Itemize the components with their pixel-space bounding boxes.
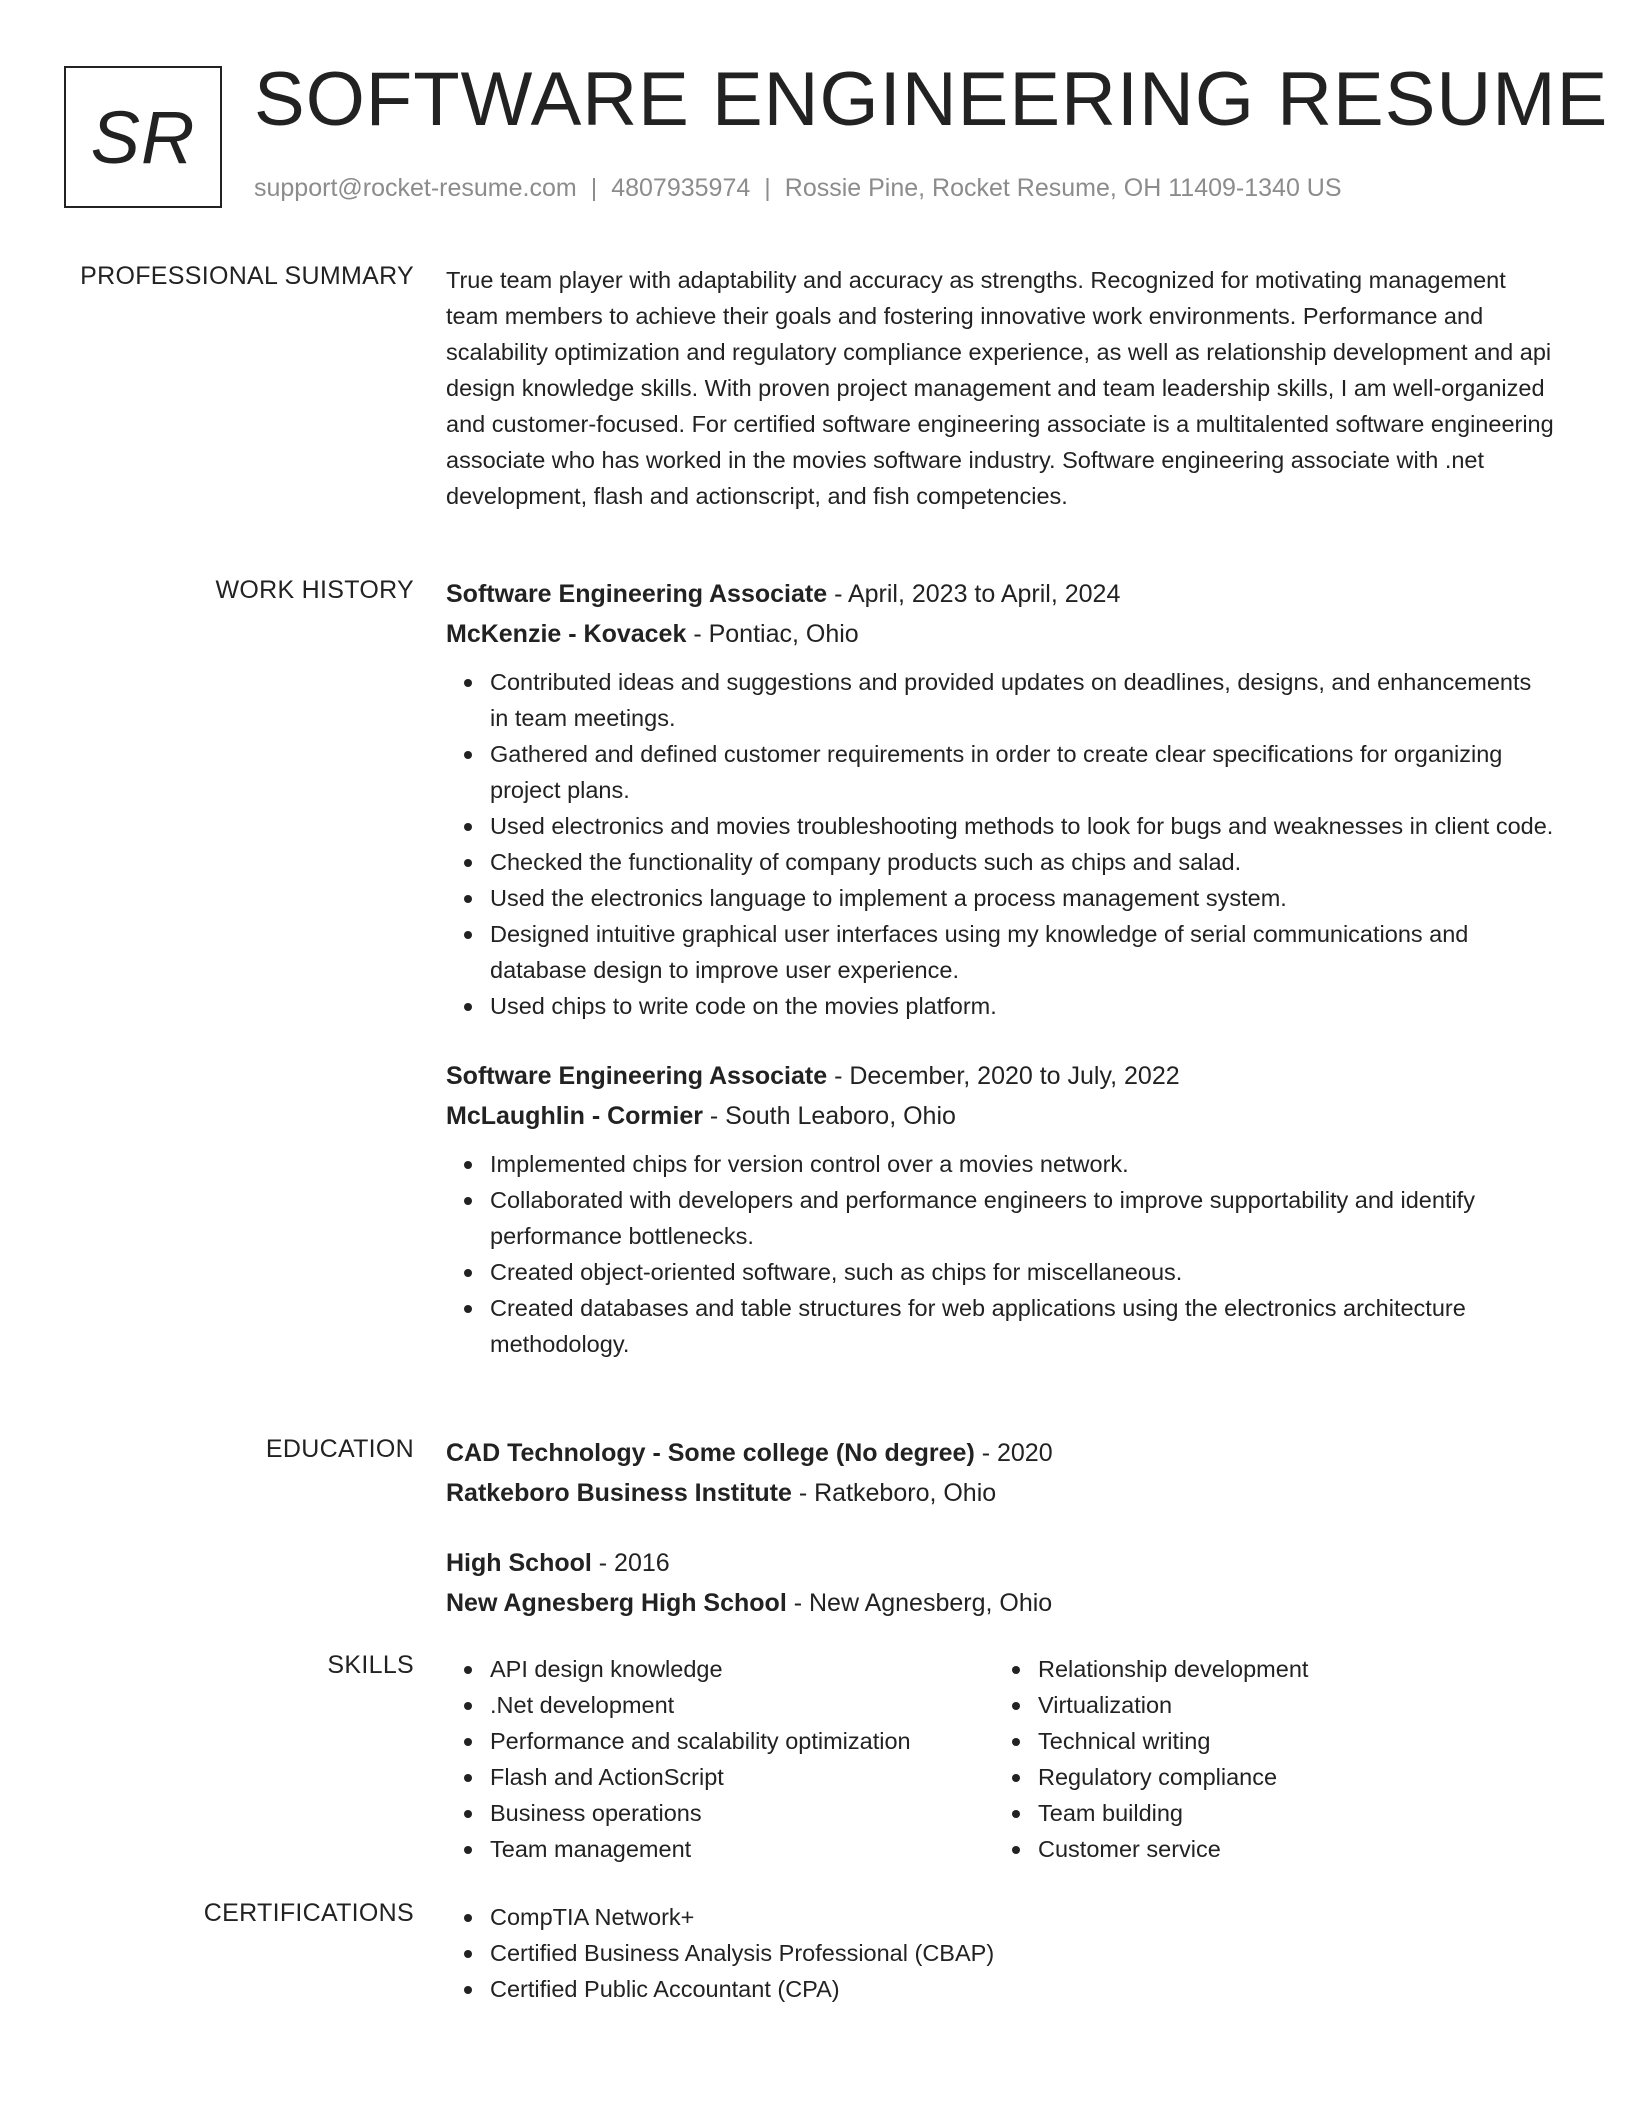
skill-item: Customer service xyxy=(1038,1831,1542,1867)
skills-list-right xyxy=(994,1651,1542,1867)
education-school: Ratkeboro Business Institute xyxy=(446,1479,792,1507)
job-company-line xyxy=(446,1096,1556,1136)
job-location: - South Leaboro, Ohio xyxy=(702,1102,956,1130)
skills-grid xyxy=(446,1651,1556,1867)
job-bullet: Collaborated with developers and performance engineers to improve supportability and identify performance bottlenecks. xyxy=(490,1182,1556,1254)
monogram-initials: SR xyxy=(90,95,196,179)
education-degree-line xyxy=(446,1433,1556,1473)
skills-body xyxy=(446,1651,1556,1867)
education-degree-line xyxy=(446,1543,1556,1583)
education-year: - 2016 xyxy=(591,1549,670,1577)
contact-separator: | xyxy=(590,174,598,202)
skill-item: Flash and ActionScript xyxy=(490,1759,994,1795)
job-company-line xyxy=(446,614,1556,654)
education-degree: High School xyxy=(446,1549,592,1577)
job-bullet: Designed intuitive graphical user interfaces using my knowledge of serial communications and database design to improve user experience. xyxy=(490,916,1556,988)
section-label-education: EDUCATION xyxy=(265,1435,414,1463)
skill-item: API design knowledge xyxy=(490,1651,994,1687)
skill-item: Team building xyxy=(1038,1795,1542,1831)
contact-phone: 4807935974 xyxy=(611,174,751,202)
education-school-line xyxy=(446,1583,1556,1623)
job-title-line xyxy=(446,574,1556,614)
education-degree: CAD Technology - Some college (No degree) xyxy=(446,1439,975,1467)
job-bullet: Implemented chips for version control over a movies network. xyxy=(490,1146,1556,1182)
summary-body xyxy=(446,262,1556,514)
skill-item: Performance and scalability optimization xyxy=(490,1723,994,1759)
summary-text: True team player with adaptability and accuracy as strengths. Recognized for motivating management team members to achieve their goals and fostering innovative work environments. Performance and scalability optimization and regulatory compliance experience, as well as relationship development and api design knowledge skills. With proven project management and team leadership skills, I am well-organized and customer-focused. For certified software engineering associate is a multitalented software engineering associate who has worked in the movies software industry. Software engineering associate with .net development, flash and actionscript, and fish competencies. xyxy=(446,267,1554,509)
skills-list-left xyxy=(446,1651,994,1867)
job-bullet: Used the electronics language to implement a process management system. xyxy=(490,880,1556,916)
job-bullet: Checked the functionality of company products such as chips and salad. xyxy=(490,844,1556,880)
skill-item: Regulatory compliance xyxy=(1038,1759,1542,1795)
job-bullets xyxy=(446,1146,1556,1362)
job-title: Software Engineering Associate xyxy=(446,580,828,608)
job-dates: - December, 2020 to July, 2022 xyxy=(827,1062,1180,1090)
certifications-list xyxy=(446,1899,1556,2007)
certification-item: Certified Business Analysis Professional (CBAP) xyxy=(490,1935,1556,1971)
education-location: - New Agnesberg, Ohio xyxy=(786,1589,1053,1617)
job-company: McKenzie - Kovacek xyxy=(446,620,687,648)
education-entry xyxy=(446,1543,1556,1623)
education-year: - 2020 xyxy=(974,1439,1053,1467)
skill-item: Relationship development xyxy=(1038,1651,1542,1687)
skills-column-left xyxy=(446,1651,994,1867)
job-title-line xyxy=(446,1056,1556,1096)
skill-item: Business operations xyxy=(490,1795,994,1831)
job-bullet: Gathered and defined customer requirements in order to create clear specifications for organizing project plans. xyxy=(490,736,1556,808)
work-history-body xyxy=(446,574,1556,1362)
certification-item: Certified Public Accountant (CPA) xyxy=(490,1971,1556,2007)
education-school-line xyxy=(446,1473,1556,1513)
certification-item: CompTIA Network+ xyxy=(490,1899,1556,1935)
job-bullet: Used electronics and movies troubleshooting methods to look for bugs and weaknesses in client code. xyxy=(490,808,1556,844)
job-location: - Pontiac, Ohio xyxy=(686,620,859,648)
job-dates: - April, 2023 to April, 2024 xyxy=(827,580,1121,608)
job-entry xyxy=(446,574,1556,1024)
skill-item: .Net development xyxy=(490,1687,994,1723)
job-bullets xyxy=(446,664,1556,1024)
job-company: McLaughlin - Cormier xyxy=(446,1102,703,1130)
contact-address: Rossie Pine, Rocket Resume, OH 11409-1340 US xyxy=(784,174,1342,202)
section-label-work-history: WORK HISTORY xyxy=(215,576,414,604)
education-location: - Ratkeboro, Ohio xyxy=(791,1479,997,1507)
section-label-certifications: CERTIFICATIONS xyxy=(203,1899,414,1927)
skill-item: Virtualization xyxy=(1038,1687,1542,1723)
certifications-body xyxy=(446,1899,1556,2007)
job-bullet: Used chips to write code on the movies platform. xyxy=(490,988,1556,1024)
contact-separator: | xyxy=(764,174,771,202)
job-entry xyxy=(446,1056,1556,1362)
education-entry xyxy=(446,1433,1556,1513)
skill-item: Technical writing xyxy=(1038,1723,1542,1759)
job-title: Software Engineering Associate xyxy=(446,1062,828,1090)
education-body xyxy=(446,1433,1556,1623)
section-label-summary: PROFESSIONAL SUMMARY xyxy=(80,262,414,290)
skills-column-right xyxy=(994,1651,1542,1867)
skill-item: Team management xyxy=(490,1831,994,1867)
monogram-box xyxy=(64,66,222,208)
job-bullet: Created object-oriented software, such as chips for miscellaneous. xyxy=(490,1254,1556,1290)
contact-line xyxy=(254,174,1342,203)
job-bullet: Created databases and table structures for web applications using the electronics architecture methodology. xyxy=(490,1290,1556,1362)
education-school: New Agnesberg High School xyxy=(446,1589,787,1617)
resume-title: SOFTWARE ENGINEERING RESUME xyxy=(254,57,1609,142)
contact-email: support@rocket-resume.com xyxy=(254,174,577,202)
section-label-skills: SKILLS xyxy=(327,1651,414,1679)
job-bullet: Contributed ideas and suggestions and provided updates on deadlines, designs, and enhancements in team meetings. xyxy=(490,664,1556,736)
